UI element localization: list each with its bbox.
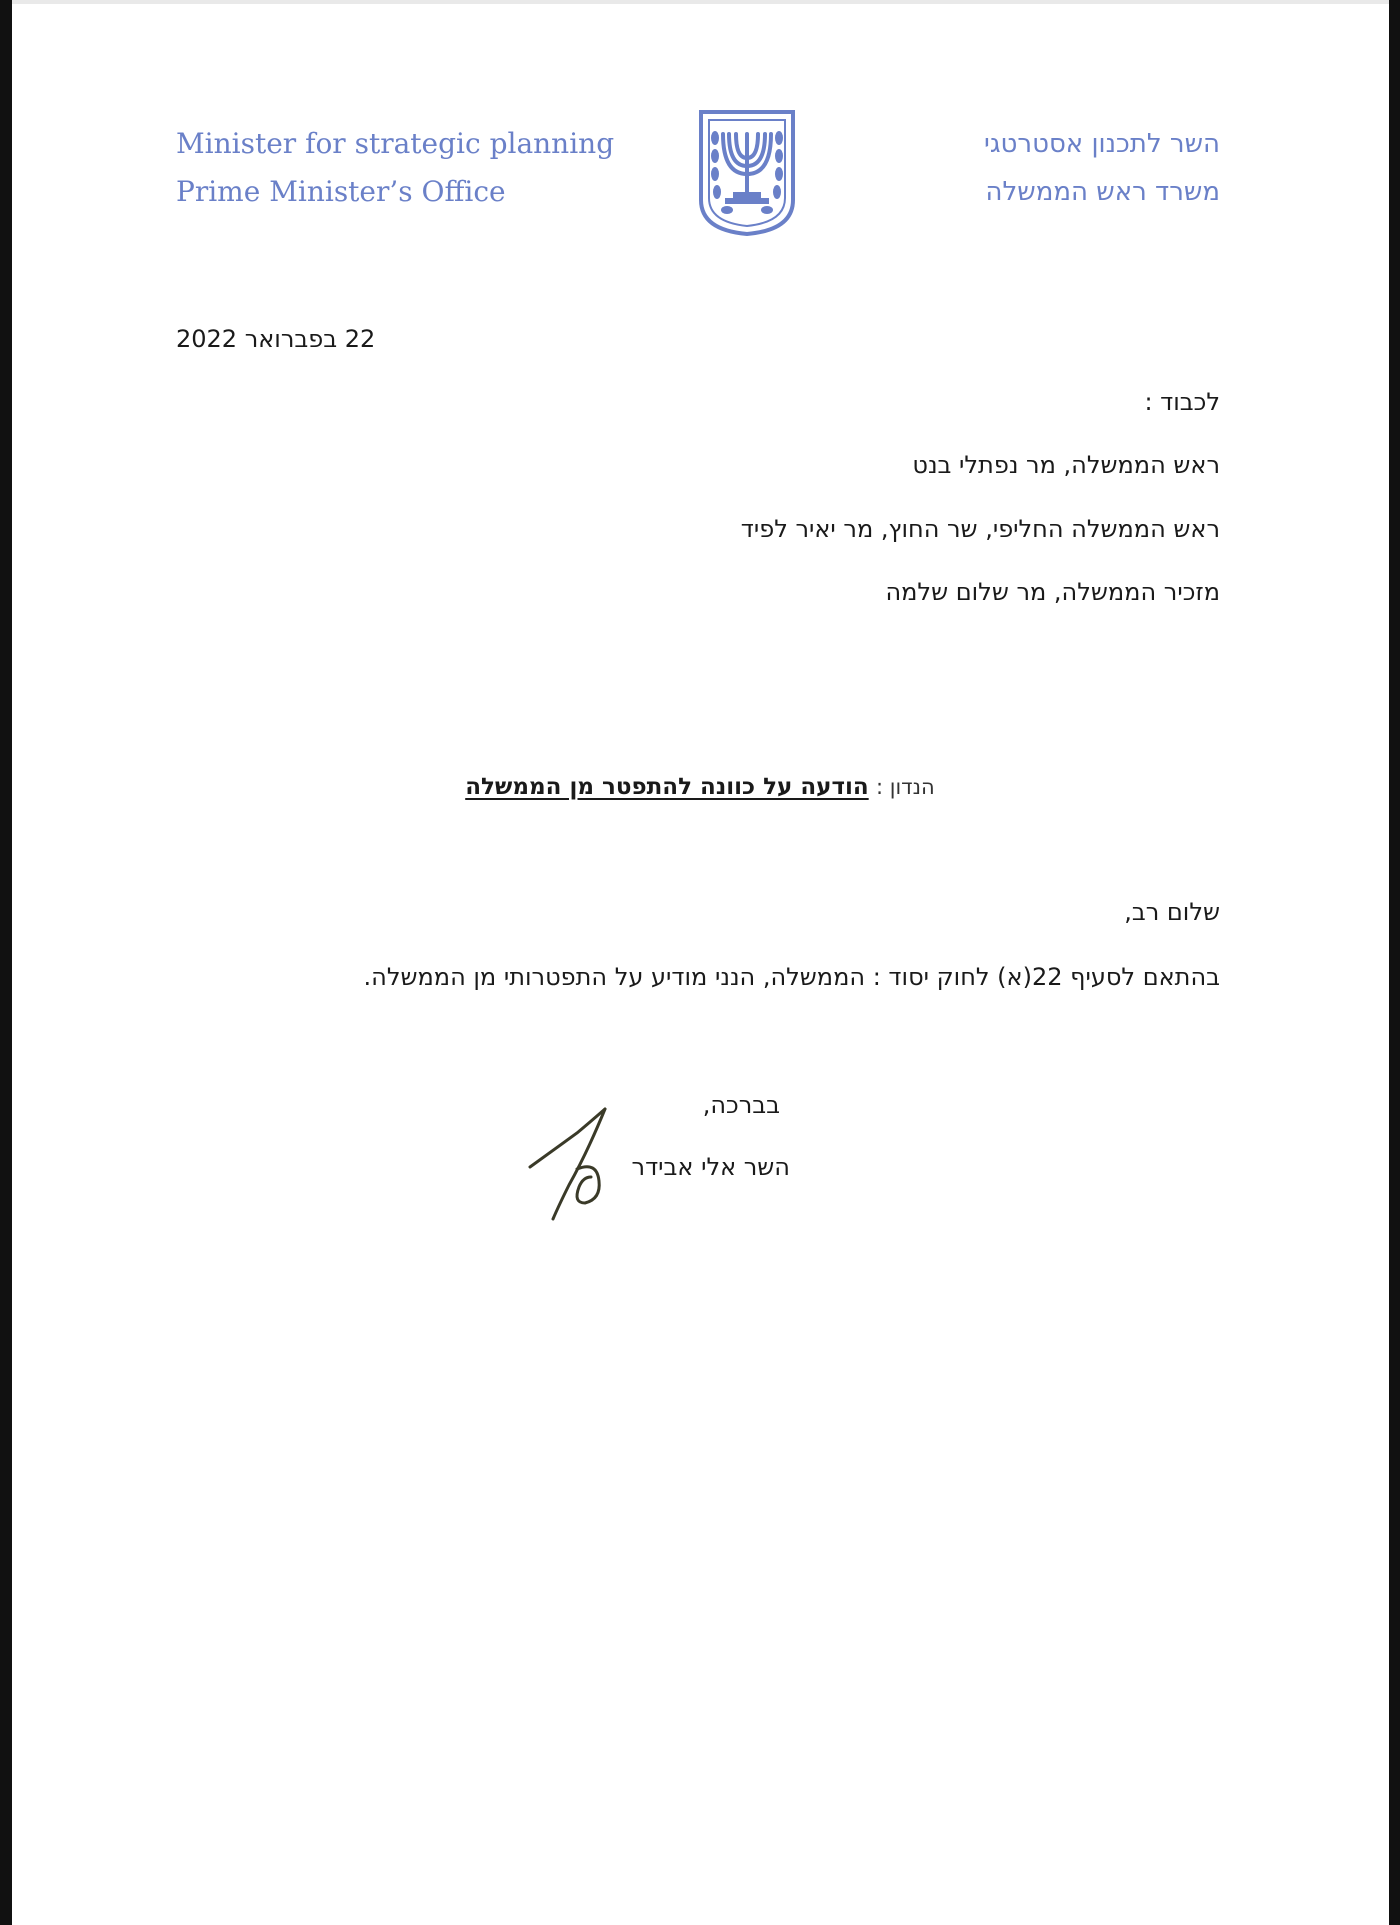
signer-name: השר אלי אבידר (631, 1153, 790, 1181)
letterhead (0, 100, 1400, 250)
right-scan-border (1389, 0, 1400, 1925)
letterhead-he-line1: השר לתכנון אסטרטגי (984, 129, 1220, 159)
greeting: שלום רב, (1124, 898, 1220, 926)
body-paragraph: בהתאם לסעיף 22(א) לחוק יסוד : הממשלה, הנני מודיע על התפטרותי מן הממשלה. (363, 963, 1220, 991)
recipient-line: ראש הממשלה החליפי, שר החוץ, מר יאיר לפיד (740, 515, 1220, 543)
left-scan-border (0, 0, 12, 1925)
recipient-line: ראש הממשלה, מר נפתלי בנט (912, 451, 1220, 479)
letterhead-en-line1: Minister for strategic planning (176, 127, 615, 160)
subject-label: הנדון : (875, 775, 935, 799)
letterhead-en-line2: Prime Minister’s Office (176, 175, 506, 208)
letterhead-english (176, 120, 614, 216)
closing-regards: בברכה, (702, 1091, 780, 1119)
handwritten-signature-icon (525, 1105, 615, 1225)
recipient-line: מזכיר הממשלה, מר שלום שלמה (885, 578, 1220, 606)
recipients-salutation: לכבוד : (1144, 388, 1220, 416)
top-scan-border (12, 0, 1389, 4)
letterhead-he-line2: משרד ראש הממשלה (985, 177, 1220, 207)
menorah-emblem-icon (695, 108, 799, 238)
letterhead-hebrew (984, 120, 1220, 216)
subject-title: הודעה על כוונה להתפטר מן הממשלה (465, 774, 869, 800)
subject-line (0, 770, 1400, 804)
letter-date: 22 בפברואר 2022 (176, 325, 376, 353)
